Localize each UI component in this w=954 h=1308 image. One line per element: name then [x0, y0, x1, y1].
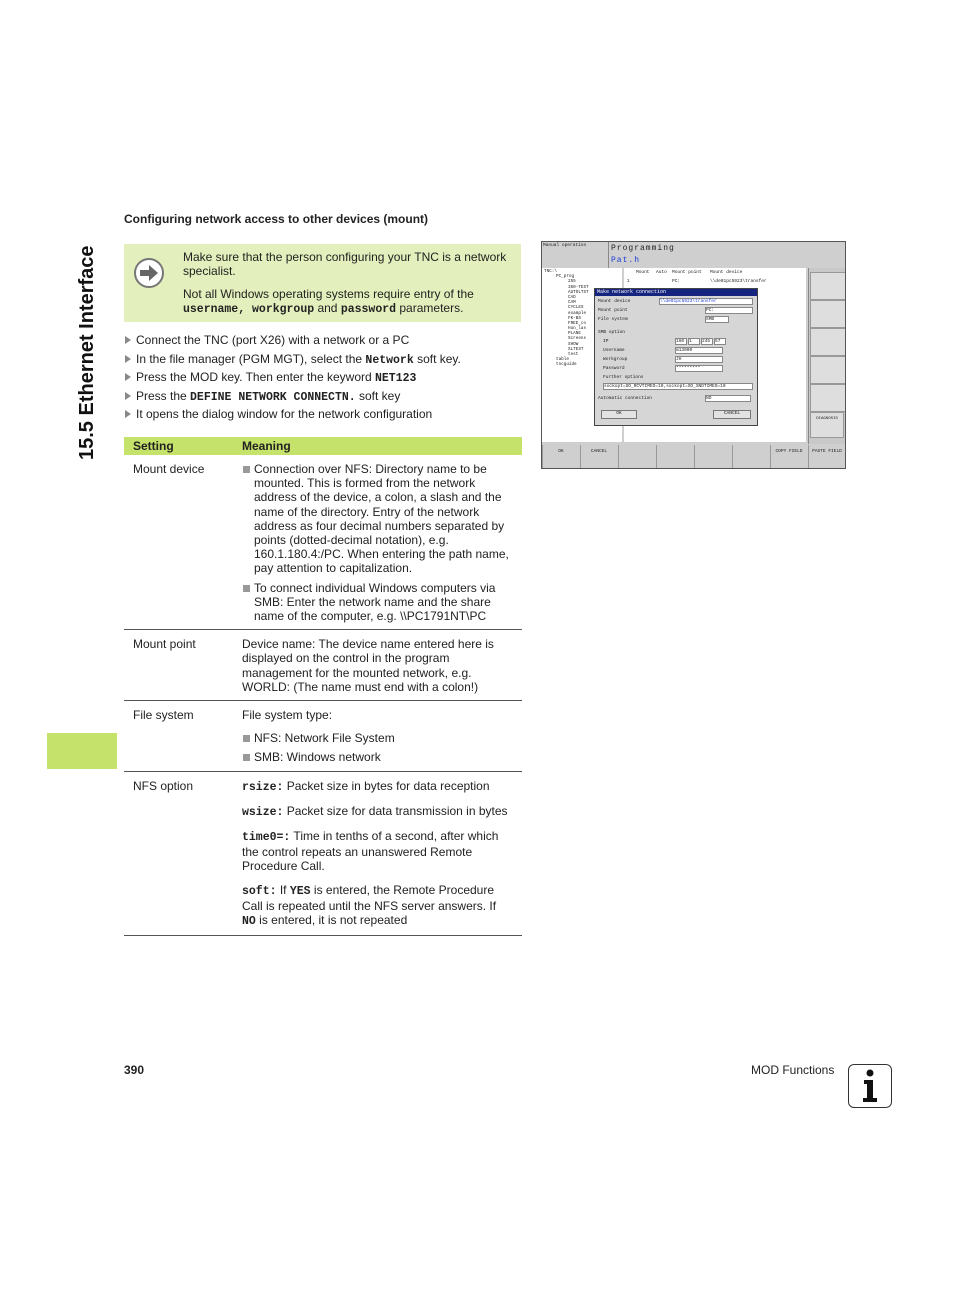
ip-input[interactable]: 245 — [701, 338, 713, 345]
tree-item[interactable]: example — [568, 310, 587, 316]
bullet-item: To connect individual Windows computers via SMB: Enter the network name and the share name of the computer, e.g. \\PC1791NT\PC — [242, 581, 513, 624]
softkey-copy-field[interactable]: COPY FIELD — [770, 445, 807, 469]
side-button[interactable] — [810, 272, 846, 300]
section-heading: Configuring network access to other devices (mount) — [124, 212, 429, 226]
setting-label: Mount point — [124, 630, 233, 701]
tree-item[interactable]: FK-BS — [568, 315, 581, 321]
tree-item[interactable]: TNC:\ — [544, 269, 557, 274]
softkey-paste-field[interactable]: PASTE FIELD — [808, 445, 845, 469]
step-item: In the file manager (PGM MGT), select the Network soft key. — [124, 352, 524, 371]
program-path: Pat.h — [611, 256, 641, 265]
page-number: 390 — [124, 1063, 145, 1077]
ip-input[interactable]: 160 — [675, 338, 687, 345]
field-label: Mount device — [598, 299, 631, 304]
tree-item[interactable]: FREE_co — [568, 320, 587, 326]
setting-meaning — [233, 771, 522, 936]
row-cell: 1 — [627, 279, 630, 284]
password-input[interactable]: ********* — [675, 365, 723, 372]
dialog-ok-button[interactable]: OK — [601, 410, 637, 419]
diagnosis-button[interactable]: DIAGNOSIS — [810, 412, 844, 438]
setting-label: File system — [124, 701, 233, 772]
field-label: Automatic connection — [598, 396, 653, 401]
tree-item[interactable]: CYCLES — [568, 305, 584, 311]
table-row — [124, 701, 522, 772]
side-button[interactable] — [810, 328, 846, 356]
softkey-cancel[interactable]: CANCEL — [580, 445, 617, 469]
mode-programming-label: Programming — [611, 244, 675, 253]
table-header-setting: Setting — [124, 437, 233, 455]
note-box — [124, 244, 521, 322]
softkey-empty[interactable] — [732, 445, 769, 469]
arrow-right-icon — [134, 258, 164, 288]
side-button[interactable] — [810, 356, 846, 384]
group-label: SMB option — [598, 330, 626, 335]
softkey-empty[interactable] — [656, 445, 693, 469]
chapter-tab-marker — [47, 733, 117, 769]
tree-item[interactable]: PC_prog — [556, 274, 575, 280]
setting-meaning — [233, 701, 522, 772]
field-label: Username — [603, 348, 625, 353]
column-header: Auto — [656, 270, 667, 275]
field-label: Mount point — [598, 308, 628, 313]
field-label: Password — [603, 366, 625, 371]
step-item: It opens the dialog window for the network configuration — [124, 407, 524, 426]
chapter-name: MOD Functions — [751, 1063, 835, 1077]
column-header: Mount — [636, 270, 650, 275]
field-label: Workgroup — [603, 357, 628, 362]
tree-item[interactable]: CAD — [568, 294, 576, 300]
side-button[interactable] — [810, 300, 846, 328]
setting-meaning — [233, 455, 522, 630]
settings-table — [124, 437, 522, 936]
chapter-side-title: 15.5 Ethernet Interface — [76, 245, 98, 460]
paragraph: time0=: Time in tenths of a second, after which the control repeats an unanswered Remote Procedure Call. — [242, 829, 499, 874]
side-button[interactable] — [810, 384, 846, 412]
tree-item[interactable]: tncguide — [556, 362, 577, 368]
field-label: Further options — [603, 375, 644, 380]
step-item: Press the MOD key. Then enter the keyword NET123 — [124, 370, 524, 389]
column-header: Mount point — [672, 270, 702, 275]
bullet-item: Connection over NFS: Directory name to be mounted. This is formed from the network address of the device, a colon, a slash and the name of the directory. Entry of the network address as four decimal numbers separated by points (dotted-decimal notation), e.g. 160.1.180.4:/PC. When entering the path name, pay attention to capitalization. — [242, 462, 513, 576]
username-input[interactable]: m13000 — [675, 347, 723, 354]
tree-item[interactable]: 360-TEST — [568, 284, 589, 290]
dialog-cancel-button[interactable]: CANCEL — [713, 410, 751, 419]
step-item: Connect the TNC (port X26) with a network or a PC — [124, 333, 524, 352]
auto-connect-select[interactable]: NO — [705, 395, 751, 402]
ip-input[interactable]: 57 — [714, 338, 726, 345]
ip-input[interactable]: 1 — [688, 338, 700, 345]
tree-item[interactable]: 255 — [568, 279, 576, 285]
field-label: File system — [598, 317, 628, 322]
column-header: Mount device — [710, 270, 743, 275]
table-row — [124, 771, 522, 936]
setting-meaning: Device name: The device name entered here is displayed on the control in the program management for the mounted network, e.g. WORLD: (The name must end with a colon!) — [233, 630, 522, 701]
table-row — [124, 630, 522, 701]
file-system-select[interactable]: SMB — [705, 316, 729, 323]
row-cell: PC: — [672, 279, 681, 284]
table-row — [124, 455, 522, 630]
tree-item[interactable]: table — [556, 357, 569, 363]
setting-label: NFS option — [124, 771, 233, 936]
bullet-item: SMB: Windows network — [242, 750, 513, 764]
step-item: Press the DEFINE NETWORK CONNECTN. soft key — [124, 389, 524, 408]
network-connection-dialog — [594, 288, 758, 426]
paragraph: File system type: — [242, 708, 333, 723]
paragraph: rsize: Packet size in bytes for data reception — [242, 778, 490, 794]
row-cell: \\de01pc5923\transfer — [710, 279, 767, 284]
setting-label: Mount device — [124, 455, 233, 630]
softkey-empty[interactable] — [618, 445, 655, 469]
dialog-title: Make network connection — [595, 289, 757, 296]
field-label: IP — [603, 339, 609, 344]
softkey-empty[interactable] — [694, 445, 731, 469]
paragraph: soft: If YES is entered, the Remote Procedure Call is repeated until the NFS server answers. If NO is entered, it is not repeated — [242, 882, 497, 929]
tree-item[interactable]: CAM — [568, 300, 576, 306]
note-paragraph-2: Not all Windows operating systems require entry of the username, workgroup and password parameters. — [183, 287, 474, 316]
info-icon — [848, 1064, 892, 1108]
mode-manual-label: Manual operation — [542, 242, 609, 268]
softkey-ok[interactable]: OK — [542, 445, 579, 469]
further-options-input[interactable]: sockopt=SO_RCVTIMEO=10,sockopt=SO_SNDTIMEO=10 — [603, 383, 753, 390]
tree-item[interactable]: AUTOLTST — [568, 289, 589, 295]
note-paragraph-1: Make sure that the person configuring your TNC is a network specialist. — [183, 250, 507, 278]
tree-item[interactable]: SHOW — [568, 341, 579, 347]
tree-item[interactable]: test — [568, 352, 579, 357]
table-header-meaning: Meaning — [233, 437, 522, 455]
step-list — [124, 333, 524, 426]
tnc-screenshot — [541, 241, 846, 469]
workgroup-input[interactable]: JH — [675, 356, 723, 363]
paragraph: wsize: Packet size for data transmission in bytes — [242, 803, 508, 819]
tree-item[interactable]: SLTEST — [568, 346, 584, 352]
bullet-item: NFS: Network File System — [242, 731, 513, 745]
mount-device-input[interactable]: \\de01pc5923\transfer — [659, 298, 753, 305]
tree-item[interactable]: Screens — [568, 336, 587, 342]
tree-item[interactable]: PLANE — [568, 331, 581, 337]
tree-item[interactable]: Hun_las — [568, 326, 587, 332]
mount-point-input[interactable]: PC: — [705, 307, 753, 314]
